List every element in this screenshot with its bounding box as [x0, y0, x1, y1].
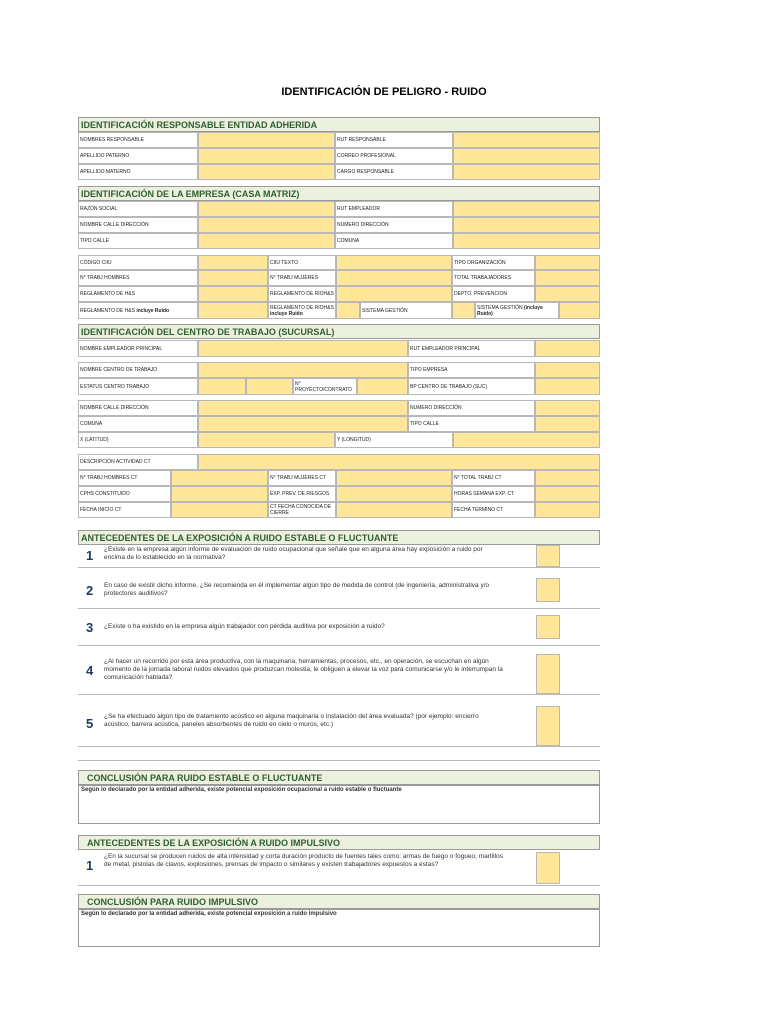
field-trab-mujeres[interactable] [336, 270, 452, 286]
label-trab-hombres-ct: N° TRABJ HOMBRES CT [78, 470, 171, 486]
field-nombre-centro[interactable] [198, 362, 408, 378]
field-trab-hombres-ct[interactable] [171, 470, 268, 486]
field-codigo-ciiu[interactable] [198, 255, 268, 270]
divider [78, 645, 600, 646]
field-exp-prev[interactable] [336, 486, 452, 502]
field-cphs[interactable] [171, 486, 268, 502]
label-bp-centro: BP CENTRO DE TRABAJO (SUC) [408, 378, 535, 395]
question-text: ¿Se ha efectuado algún tipo de tratamiento acústico en alguna maquinaria o instalación del área evaluada? (por ejemplo: encierro acústico, barrera acústica, paneles absorbentes de ruido en cielo o muros, etc.) [104, 713, 479, 728]
label-reglamento-riohs: REGLAMENTO DE RIOH&S [268, 286, 336, 302]
field-correo-profesional[interactable] [453, 148, 600, 164]
field-apellido-paterno[interactable] [198, 148, 335, 164]
field-nombres-responsable[interactable] [198, 132, 335, 148]
field-comuna-centro[interactable] [198, 416, 408, 432]
field-fecha-inicio[interactable] [171, 502, 268, 518]
answer-field[interactable] [536, 706, 560, 746]
answer-field[interactable] [536, 615, 560, 639]
field-tipo-organizacion[interactable] [535, 255, 600, 270]
field-reglamento-hs-ruido[interactable] [198, 302, 268, 319]
label-numero-direccion-centro: NUMERO DIRECCIÓN [408, 400, 535, 416]
field-numero-direccion-centro[interactable] [535, 400, 600, 416]
label-estatus-centro: ESTATUS CENTRO TRABAJO [78, 378, 198, 395]
field-sistema-gestion-ruido[interactable] [559, 302, 600, 319]
label-trab-mujeres: N° TRABJ MUJERES [268, 270, 336, 286]
field-reglamento-hs[interactable] [198, 286, 268, 302]
field-estatus-centro[interactable] [198, 378, 246, 395]
label-sistema-gestion: SISTEMA GESTIÓN [360, 302, 452, 319]
label-reglamento-riohs-ruido: REGLAMENTO DE RIOH&S incluye Ruido [268, 302, 336, 319]
label-codigo-ciiu: CÓDIGO CIIU [78, 255, 198, 270]
divider [78, 694, 600, 695]
question-text: ¿Al hacer un recorrido por esta área productiva, con la maquinaria, herramientas, procesos, etc., en operación, se escuchan en algún momento de la jornada laboral ruidos elevados que produzcan molestia, le obliguen a elevar la voz para comunicarse y/o le interrumpan la comunicación hablada? [104, 658, 503, 681]
label-tipo-organizacion: TIPO ORGANIZACIÓN [452, 255, 535, 270]
question-number: 4 [86, 663, 94, 678]
label-nombre-centro: NOMBRE CENTRO DE TRABAJO [78, 362, 198, 378]
divider [78, 608, 600, 609]
label-ciiu-texto: CIIU TEXTO [268, 255, 336, 270]
label-trab-hombres: N° TRABJ HOMBRES [78, 270, 198, 286]
field-tipo-empresa[interactable] [535, 362, 600, 378]
divider [78, 885, 600, 886]
label-total-trabajadores: TOTAL TRABAJADORES [452, 270, 535, 286]
field-nombre-calle-centro[interactable] [198, 400, 408, 416]
section-header-conclusion-estable: CONCLUSIÓN PARA RUIDO ESTABLE O FLUCTUANTE [78, 770, 600, 785]
label-horas-semana: HORAS SEMANA EXP. CT [452, 486, 535, 502]
field-total-trabajadores[interactable] [535, 270, 600, 286]
label-cargo-responsable: CARGO RESPONSABLE [335, 164, 453, 180]
question-text: ¿Existe en la empresa algún informe de evaluación de ruido ocupacional que señale que en alguna área hay exposición a ruido por encima de lo establecido en la normativa? [104, 546, 483, 561]
section-header-centro: IDENTIFICACIÓN DEL CENTRO DE TRABAJO (SUCURSAL) [78, 324, 600, 339]
field-numero-direccion-empresa[interactable] [453, 217, 600, 233]
field-nombre-empleador-principal[interactable] [198, 340, 408, 357]
field-reglamento-riohs[interactable] [336, 286, 452, 302]
field-nombre-calle-empresa[interactable] [198, 217, 335, 233]
section-header-antecedentes-estable: ANTECEDENTES DE LA EXPOSICIÓN A RUIDO ESTABLE O FLUCTUANTE [78, 530, 600, 545]
field-trab-hombres[interactable] [198, 270, 268, 286]
section-header-responsable: IDENTIFICACIÓN RESPONSABLE ENTIDAD ADHERIDA [78, 117, 600, 132]
field-total-trab-ct[interactable] [535, 470, 600, 486]
label-tipo-calle-empresa: TIPO CALLE [78, 233, 198, 249]
page-title: IDENTIFICACIÓN DE PELIGRO - RUIDO [281, 86, 487, 98]
label-proyecto-contrato: N° PROYECTO/CONTRATO [293, 378, 357, 395]
label-apellido-paterno: APELLIDO PATERNO [78, 148, 198, 164]
conclusion-box [78, 785, 600, 824]
label-descripcion-actividad: DESCRIPCIÓN ACTIVIDAD CT [78, 454, 198, 470]
field-trab-mujeres-ct[interactable] [336, 470, 452, 486]
field-rut-empleador[interactable] [453, 201, 600, 217]
question-number: 3 [86, 620, 94, 635]
label-nombres-responsable: NOMBRES RESPONSABLE [78, 132, 198, 148]
conclusion-box [78, 909, 600, 947]
label-total-trab-ct: N° TOTAL TRABJ CT [452, 470, 535, 486]
label-latitud: X (LATITUD) [78, 432, 198, 448]
label-comuna-centro: COMUNA [78, 416, 198, 432]
field-descripcion-actividad[interactable] [198, 454, 600, 470]
answer-field[interactable] [536, 654, 560, 694]
label-cphs: CPHS CONSTITUIDO [78, 486, 171, 502]
label-tipo-empresa: TIPO EMPRESA [408, 362, 535, 378]
answer-field[interactable] [536, 852, 560, 884]
section-header-antecedentes-impulsivo: ANTECEDENTES DE LA EXPOSICIÓN A RUIDO IMPULSIVO [78, 835, 600, 850]
question-number: 1 [86, 548, 94, 563]
label-trab-mujeres-ct: N° TRABJ MUJERES CT [268, 470, 336, 486]
field-estatus-centro-2[interactable] [246, 378, 293, 395]
field-tipo-calle-empresa[interactable] [198, 233, 335, 249]
field-cargo-responsable[interactable] [453, 164, 600, 180]
label-rut-responsable: RUT RESPONSABLE [335, 132, 453, 148]
field-apellido-materno[interactable] [198, 164, 335, 180]
question-number: 5 [86, 716, 94, 731]
field-longitud[interactable] [453, 432, 600, 448]
question-text: ¿Existe o ha existido en la empresa algún trabajador con pérdida auditiva por exposición a ruido? [104, 623, 385, 630]
field-sistema-gestion[interactable] [452, 302, 475, 319]
field-tipo-calle-centro[interactable] [535, 416, 600, 432]
field-rut-empleador-principal[interactable] [535, 340, 600, 357]
divider [78, 746, 600, 747]
field-horas-semana[interactable] [535, 486, 600, 502]
label-fecha-termino: FECHA TERMINO CT [452, 502, 535, 518]
label-sistema-gestion-ruido: SISTEMA GESTIÓN (incluye Ruido) [475, 302, 559, 319]
field-razon-social[interactable] [198, 201, 335, 217]
label-nombre-calle-centro: NOMBRE CALLE DIRECCIÓN [78, 400, 198, 416]
question-number: 1 [86, 858, 94, 873]
field-bp-centro[interactable] [535, 378, 600, 395]
field-comuna-empresa[interactable] [453, 233, 600, 249]
field-ciiu-texto[interactable] [336, 255, 452, 270]
field-rut-responsable[interactable] [453, 132, 600, 148]
field-latitud[interactable] [198, 432, 335, 448]
label-ct-fecha-cierre: CT FECHA CONOCIDA DE CIERRE [268, 502, 336, 518]
label-nombre-empleador-principal: NOMBRE EMPLEADOR PRINCIPAL [78, 340, 198, 357]
label-tipo-calle-centro: TIPO CALLE [408, 416, 535, 432]
label-razon-social: RAZÓN SOCIAL [78, 201, 198, 217]
conclusion-text: Según lo declarado por la entidad adherida, existe potencial exposición ocupacional a ruido estable o fluctuante [81, 787, 402, 793]
question-text: En caso de existir dicho informe, ¿Se recomienda en él implementar algún tipo de medida de control (de ingeniería, administrativa y/o protectores auditivos? [104, 582, 490, 597]
field-depto-prevencion[interactable] [535, 286, 600, 302]
divider [78, 760, 600, 761]
answer-field[interactable] [536, 578, 560, 602]
label-rut-empleador: RUT EMPLEADOR [335, 201, 453, 217]
label-comuna-empresa: COMUNA [335, 233, 453, 249]
field-fecha-termino[interactable] [535, 502, 600, 518]
field-reglamento-riohs-ruido[interactable] [336, 302, 360, 319]
label-fecha-inicio: FECHA INICIO CT [78, 502, 171, 518]
label-apellido-materno: APELLIDO MATERNO [78, 164, 198, 180]
label-longitud: Y (LONGITUD) [335, 432, 453, 448]
divider [78, 567, 600, 568]
question-text: ¿En la sucursal se producen ruidos de alta intensidad y corta duración producto de fuentes tales como: armas de fuego o fogueo, martillos de metal, pistolas de clavos, explosiones, prensas de impacto o similares y existen trabajadores expuestos a estas? [104, 853, 503, 868]
label-reglamento-hs: REGLAMENTO DE H&S [78, 286, 198, 302]
label-rut-empleador-principal: RUT EMPLEADOR PRINCIPAL [408, 340, 535, 357]
label-exp-prev: EXP. PREV. DE RIESGOS [268, 486, 336, 502]
label-nombre-calle-empresa: NOMBRE CALLE DIRECCIÓN [78, 217, 198, 233]
label-reglamento-hs-ruido: REGLAMENTO DE H&S incluye Ruido [78, 302, 198, 319]
section-header-conclusion-impulsivo: CONCLUSIÓN PARA RUIDO IMPULSIVO [78, 894, 600, 909]
label-depto-prevencion: DEPTO. PREVENCION [452, 286, 535, 302]
question-number: 2 [86, 583, 94, 598]
section-header-empresa: IDENTIFICACIÓN DE LA EMPRESA (CASA MATRIZ) [78, 186, 600, 201]
label-numero-direccion-empresa: NUMERO DIRECCIÓN [335, 217, 453, 233]
answer-field[interactable] [536, 545, 560, 567]
conclusion-text: Según lo declarado por la entidad adherida, existe potencial exposición a ruido impulsivo [81, 911, 337, 917]
label-correo-profesional: CORREO PROFESIONAL [335, 148, 453, 164]
field-proyecto-contrato[interactable] [357, 378, 408, 395]
field-ct-fecha-cierre[interactable] [336, 502, 452, 518]
